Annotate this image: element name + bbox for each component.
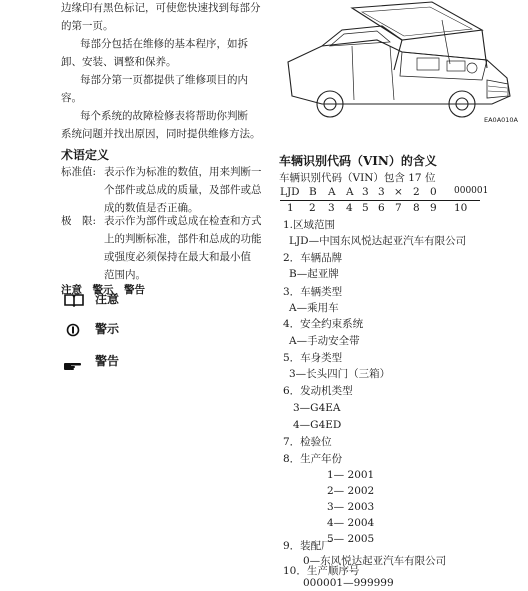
intro-line-3: 每部分包括在维修的基本程序，如拆 [80, 38, 248, 50]
intro-line-2: 的第一页。 [61, 20, 114, 32]
year-entry: 3— 2003 [327, 501, 375, 513]
circle-exclamation-icon [66, 322, 80, 336]
vin-position: 3 [328, 202, 335, 214]
vin-subheading: 车辆识别代码（VIN）包含 17 位 [279, 172, 436, 184]
vin-item-value: A—手动安全带 [289, 335, 360, 347]
year-entry: 1— 2001 [327, 469, 375, 481]
intro-line-6: 容。 [61, 92, 82, 104]
limit-line-3: 或强度必须保持在最大和最小值 [104, 251, 251, 263]
legend-label-caution: 警示 [95, 322, 120, 336]
limit-line-4: 范围内。 [104, 269, 146, 281]
vin-char: B [309, 186, 317, 198]
year-entry: 2— 2002 [327, 485, 375, 497]
vin-item-value: 4—G4ED [293, 419, 342, 431]
intro-line-8: 系统问题并找出原因，同时提供维修方法。 [61, 128, 261, 140]
std-label: 标准值: [61, 166, 97, 178]
limit-line-1: 表示作为部件或总成在检查和方式 [104, 215, 262, 227]
vin-item-value: A—乘用车 [289, 302, 339, 314]
pointing-hand-icon [63, 356, 83, 368]
std-line-2: 个部件或总成的质量，及部件或总 [104, 184, 262, 196]
vin-position: 5 [362, 202, 369, 214]
limit-line-2: 上的判断标准，部件和总成的功能 [104, 233, 262, 245]
vin-position: 6 [378, 202, 385, 214]
vin-position: 9 [430, 202, 437, 214]
vin-position: 2 [309, 202, 316, 214]
sequence-value: 000001—999999 [303, 577, 394, 589]
plant-title: 9．装配厂 [283, 540, 332, 552]
vin-char: 2 [413, 186, 420, 198]
vin-char: A [328, 186, 336, 198]
vin-item-title: 8．生产年份 [283, 453, 343, 465]
vin-char: LJD [280, 186, 300, 198]
vin-char: A [346, 186, 354, 198]
vin-position: 8 [413, 202, 420, 214]
intro-line-5: 每部分第一页都提供了维修项目的内 [80, 74, 248, 86]
vin-char: 3 [362, 186, 369, 198]
legend-label-warning: 警告 [95, 354, 120, 368]
std-line-1: 表示作为标准的数值，用来判断一 [104, 166, 262, 178]
vin-item-title: 3．车辆类型 [283, 286, 343, 298]
vin-position: 7 [395, 202, 402, 214]
plant-value: 0—东风悦达起亚汽车有限公司 [303, 555, 447, 567]
std-line-3: 成的数值是否正确。 [104, 202, 199, 214]
figure-caption: EA0A010A [484, 116, 518, 124]
vin-item-title: 4．安全约束系统 [283, 318, 364, 330]
vin-heading: 车辆识别代码（VIN）的含义 [279, 154, 437, 168]
legend-label-notice: 注意 [95, 292, 120, 306]
vin-underline [280, 200, 480, 201]
vin-item-title: 6．发动机类型 [283, 385, 353, 397]
year-entry: 4— 2004 [327, 517, 375, 529]
vin-item-title: 5．车身类型 [283, 352, 343, 364]
terms-heading: 术语定义 [61, 148, 110, 162]
vin-position: 4 [346, 202, 353, 214]
vin-position: 1 [287, 202, 294, 214]
vin-char: 0 [430, 186, 437, 198]
terms-row: 注意 警示 警告 [61, 284, 145, 296]
vin-item-value: 3—G4EA [293, 402, 341, 414]
vin-item-title: 2．车辆品牌 [283, 252, 343, 264]
intro-line-1: 边缘印有黑色标记，可使您快速找到每部分 [61, 2, 261, 14]
vin-item-value: LJD—中国东风悦达起亚汽车有限公司 [289, 235, 467, 247]
open-book-icon [64, 292, 84, 306]
intro-line-7: 每个系统的故障检修表将帮助你判断 [80, 110, 248, 122]
vin-item-value: B—起亚牌 [289, 268, 339, 280]
sequence-title: 10．生产顺序号 [283, 565, 360, 577]
limit-label: 极 限: [61, 215, 97, 227]
year-entry: 5— 2005 [327, 533, 375, 545]
vin-item-value: 3—长头四门（三箱） [289, 368, 391, 380]
vin-char: × [394, 186, 403, 198]
car-hood-illustration [282, 0, 522, 128]
vin-char: 3 [378, 186, 385, 198]
vin-item-title: 1.区域范围 [283, 219, 336, 231]
vin-item-title: 7．检验位 [283, 436, 332, 448]
vin-position: 10 [454, 202, 468, 214]
intro-line-4: 卸、安装、调整和保养。 [61, 56, 177, 68]
vin-char: 000001 [454, 186, 489, 196]
